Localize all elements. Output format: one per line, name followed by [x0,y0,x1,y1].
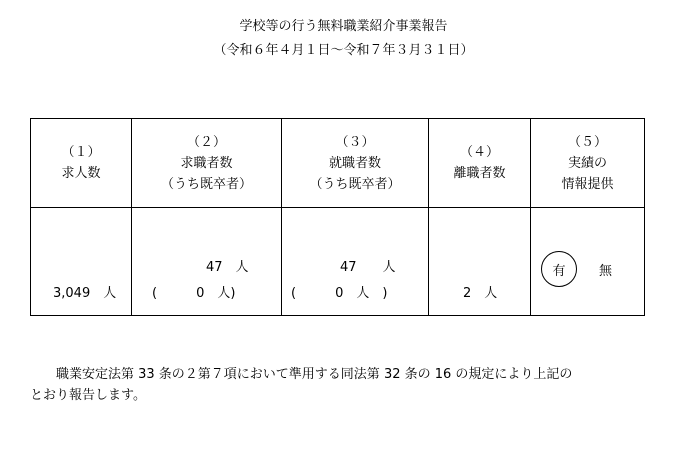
column-label: 実績の [567,155,607,171]
header-info-provision [531,119,645,208]
report-table [30,118,645,316]
column-label: 求職者数 [180,155,233,171]
info-no-option[interactable]: 無 [599,264,613,279]
column-label: 求人数 [61,166,101,181]
job-seekers-graduates-value: ( 0 人) [152,286,236,301]
header-row [31,119,645,208]
legal-statement [30,364,660,406]
info-yes-selected-circle[interactable] [541,251,577,287]
cell-job-seekers [132,208,282,316]
column-sublabel: （うち既卒者） [309,176,401,192]
column-number: （２） [186,134,226,150]
column-number: （５） [567,134,607,150]
column-number: （４） [459,145,499,160]
cell-separations [429,208,531,316]
column-number: （１） [61,145,101,160]
header-separations [429,119,531,208]
employed-graduates-value: ( 0 人 ) [291,286,388,301]
values-row [31,208,645,316]
employed-value: 47 人 [340,260,396,275]
column-label: 離職者数 [453,166,506,181]
header-job-offers [31,119,132,208]
job-seekers-value: 47 人 [206,260,249,275]
column-sublabel: 情報提供 [561,176,614,192]
header-employed [282,119,429,208]
info-yes-option: 有 [552,263,566,279]
report-title: 学校等の行う無料職業紹介事業報告 [239,19,448,34]
legal-statement-line2: とおり報告します。 [30,388,146,403]
column-number: （３） [335,134,375,150]
column-label: 就職者数 [328,155,381,171]
legal-statement-line1: 職業安定法第 33 条の２第７項において準用する同法第 32 条の 16 の規定により上記の [56,367,573,382]
separations-value: 2 人 [463,286,498,301]
report-period: （令和６年４月１日～令和７年３月３１日） [213,43,474,58]
cell-employed [282,208,429,316]
cell-job-offers [31,208,132,316]
cell-info-provision [531,208,645,316]
column-sublabel: （うち既卒者） [160,176,252,192]
job-offers-value: 3,049 人 [53,286,117,301]
header-job-seekers [132,119,282,208]
